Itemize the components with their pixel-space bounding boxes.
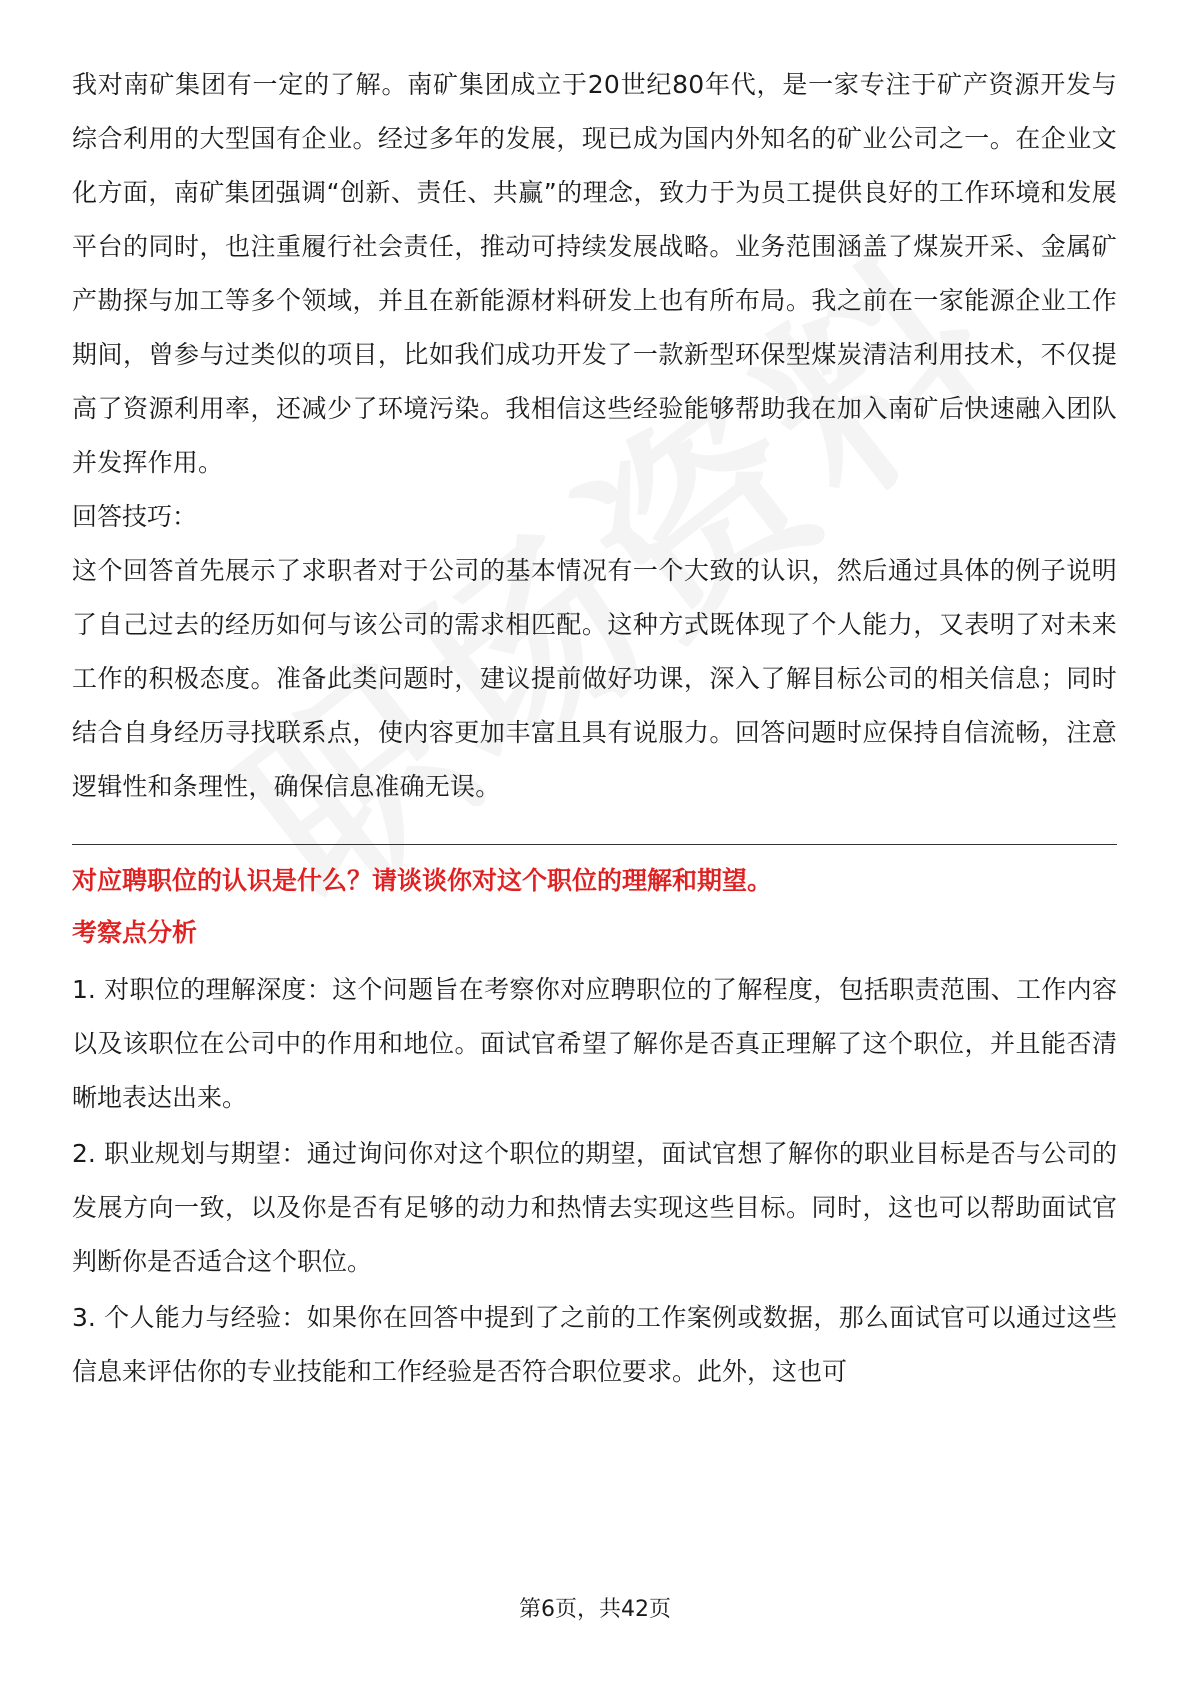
tips-label: 回答技巧： xyxy=(72,502,198,531)
question-heading: 对应聘职位的认识是什么？请谈谈你对这个职位的理解和期望。 xyxy=(72,866,773,895)
document-body xyxy=(72,58,1117,1401)
page-footer: 第6页，共42页 xyxy=(519,1597,671,1622)
section-divider xyxy=(72,844,1117,845)
analysis-point-1: 1. 对职位的理解深度：这个问题旨在考察你对应聘职位的了解程度，包括职责范围、工作内容以及该职位在公司中的作用和地位。面试官希望了解你是否真正理解了这个职位，并且能否清晰地表达出来。 xyxy=(72,975,1117,1112)
answer-paragraph: 我对南矿集团有一定的了解。南矿集团成立于20世纪80年代，是一家专注于矿产资源开发与综合利用的大型国有企业。经过多年的发展，现已成为国内外知名的矿业公司之一。在企业文化方面，南矿集团强调“创新、责任、共赢”的理念，致力于为员工提供良好的工作环境和发展平台的同时，也注重履行社会责任，推动可持续发展战略。业务范围涵盖了煤炭开采、金属矿产勘探与加工等多个领域，并且在新能源材料研发上也有所布局。我之前在一家能源企业工作期间，曾参与过类似的项目，比如我们成功开发了一款新型环保型煤炭清洁利用技术，不仅提高了资源利用率，还减少了环境污染。我相信这些经验能够帮助我在加入南矿后快速融入团队并发挥作用。 xyxy=(72,70,1117,477)
tips-paragraph: 这个回答首先展示了求职者对于公司的基本情况有一个大致的认识，然后通过具体的例子说明了自己过去的经历如何与该公司的需求相匹配。这种方式既体现了个人能力，又表明了对未来工作的积极态度。准备此类问题时，建议提前做好功课，深入了解目标公司的相关信息；同时结合自身经历寻找联系点，使内容更加丰富且具有说服力。回答问题时应保持自信流畅，注意逻辑性和条理性，确保信息准确无误。 xyxy=(72,556,1117,801)
analysis-point-2: 2. 职业规划与期望：通过询问你对这个职位的期望，面试官想了解你的职业目标是否与公司的发展方向一致，以及你是否有足够的动力和热情去实现这些目标。同时，这也可以帮助面试官判断你是否适合这个职位。 xyxy=(72,1139,1117,1276)
analysis-title: 考察点分析 xyxy=(72,918,198,947)
analysis-point-3: 3. 个人能力与经验：如果你在回答中提到了之前的工作案例或数据，那么面试官可以通过这些信息来评估你的专业技能和工作经验是否符合职位要求。此外，这也可 xyxy=(72,1303,1117,1386)
